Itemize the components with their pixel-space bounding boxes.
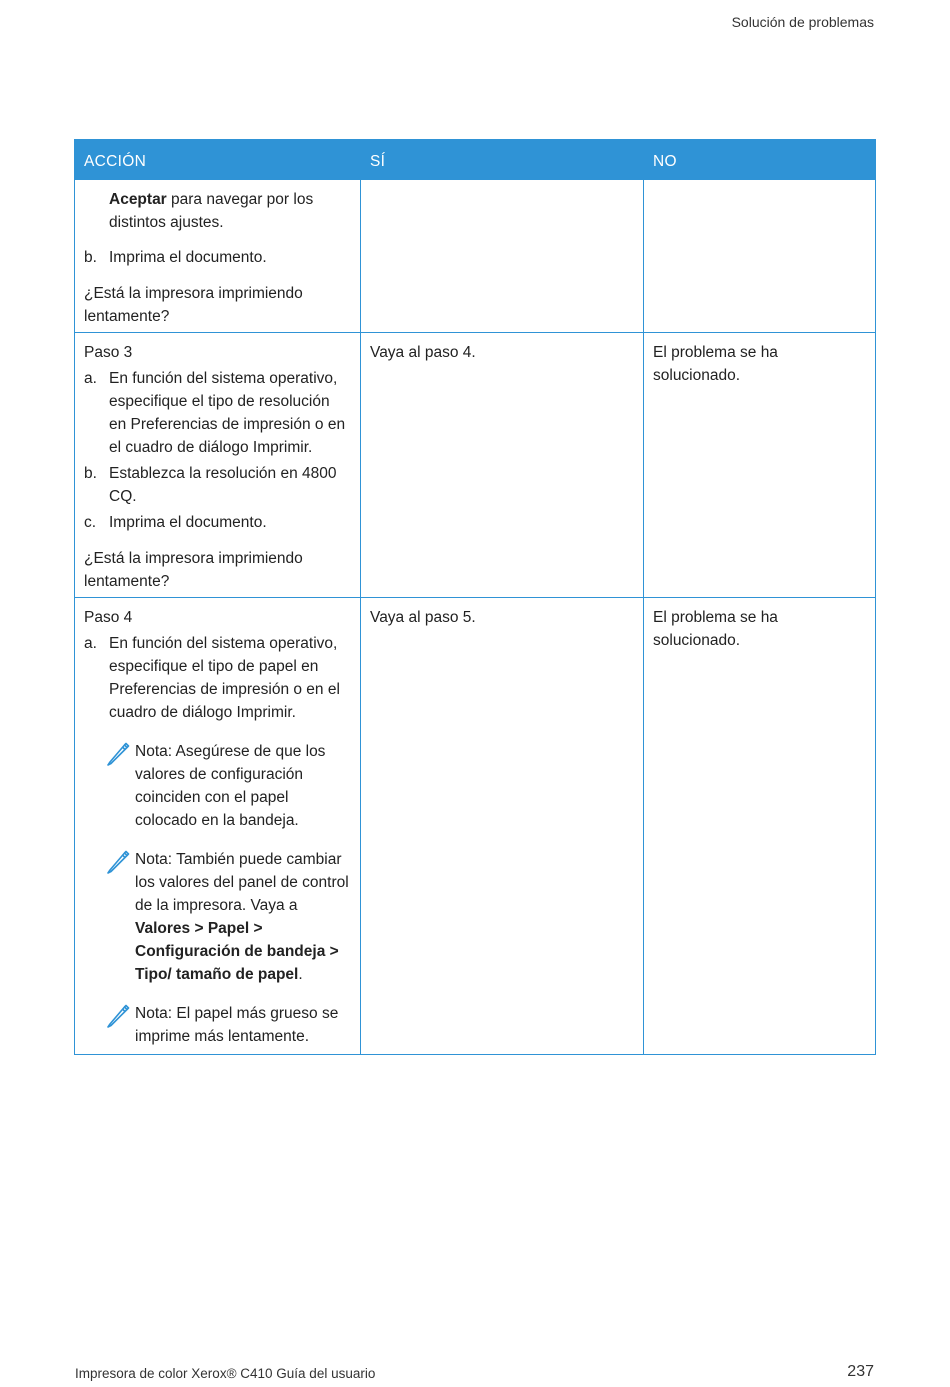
note [84, 1002, 351, 1048]
pencil-note-icon [104, 740, 132, 768]
note-text: Nota: Asegúrese de que los valores de configuración coinciden con el papel colocado en la bandeja. [135, 743, 326, 829]
substep-letter: b. [84, 249, 97, 266]
footer-document-title: Impresora de color Xerox® C410 Guía del usuario [75, 1366, 376, 1381]
table-row [75, 598, 876, 1055]
substep-letter: a. [84, 635, 97, 652]
step-title: Paso 3 [84, 344, 133, 361]
substep [84, 511, 351, 534]
page-number: 237 [847, 1363, 874, 1380]
yes-cell: Vaya al paso 5. [361, 598, 644, 1055]
running-header: Solución de problemas [731, 14, 874, 30]
action-cell [75, 333, 361, 598]
no-cell: El problema se ha solucionado. [644, 598, 876, 1055]
menu-path: Valores > Papel > Configuración de bandeja > Tipo/ tamaño de papel [135, 920, 339, 983]
note-text: Nota: El papel más grueso se imprime más lentamente. [135, 1005, 339, 1045]
no-cell [644, 180, 876, 333]
substep-list [84, 246, 351, 269]
pencil-note-icon [104, 848, 132, 876]
action-cell [75, 180, 361, 333]
no-cell: El problema se ha solucionado. [644, 333, 876, 598]
table-row [75, 333, 876, 598]
substep-text: Imprima el documento. [109, 514, 267, 531]
substep-text: En función del sistema operativo, especifique el tipo de resolución en Preferencias de impresión o en el cuadro de diálogo Imprimir. [109, 370, 346, 456]
table-row [75, 180, 876, 333]
step-question: ¿Está la impresora imprimiendo lentamente? [84, 550, 303, 590]
troubleshooting-table [74, 139, 876, 1055]
action-cell [75, 598, 361, 1055]
column-header-action: ACCIÓN [75, 140, 361, 180]
note-text-end: . [298, 966, 303, 983]
substep [84, 246, 351, 269]
note [84, 740, 351, 832]
substep-text: En función del sistema operativo, especifique el tipo de papel en Preferencias de impresión o en el cuadro de diálogo Imprimir. [109, 635, 340, 721]
step-question: ¿Está la impresora imprimiendo lentamente? [84, 285, 303, 325]
yes-cell [361, 180, 644, 333]
note [84, 848, 351, 986]
substep-list [84, 632, 351, 724]
substep-letter: b. [84, 465, 97, 482]
substep-text: Establezca la resolución en 4800 CQ. [109, 465, 337, 505]
substep-letter: c. [84, 514, 97, 531]
substep [84, 632, 351, 724]
substep [84, 367, 351, 459]
instruction-text: para navegar por los distintos ajustes. [109, 191, 314, 231]
table-header-row [75, 140, 876, 180]
pencil-note-icon [104, 1002, 132, 1030]
step-title: Paso 4 [84, 609, 133, 626]
substep-text: Imprima el documento. [109, 249, 267, 266]
note-text: Nota: También puede cambiar los valores del panel de control de la impresora. Vaya a [135, 851, 349, 914]
column-header-no: NO [644, 140, 876, 180]
continued-instruction [84, 188, 351, 234]
column-header-yes: SÍ [361, 140, 644, 180]
menu-path: Aceptar [109, 191, 167, 208]
substep-letter: a. [84, 370, 97, 387]
substep [84, 462, 351, 508]
substep-list [84, 367, 351, 534]
yes-cell: Vaya al paso 4. [361, 333, 644, 598]
